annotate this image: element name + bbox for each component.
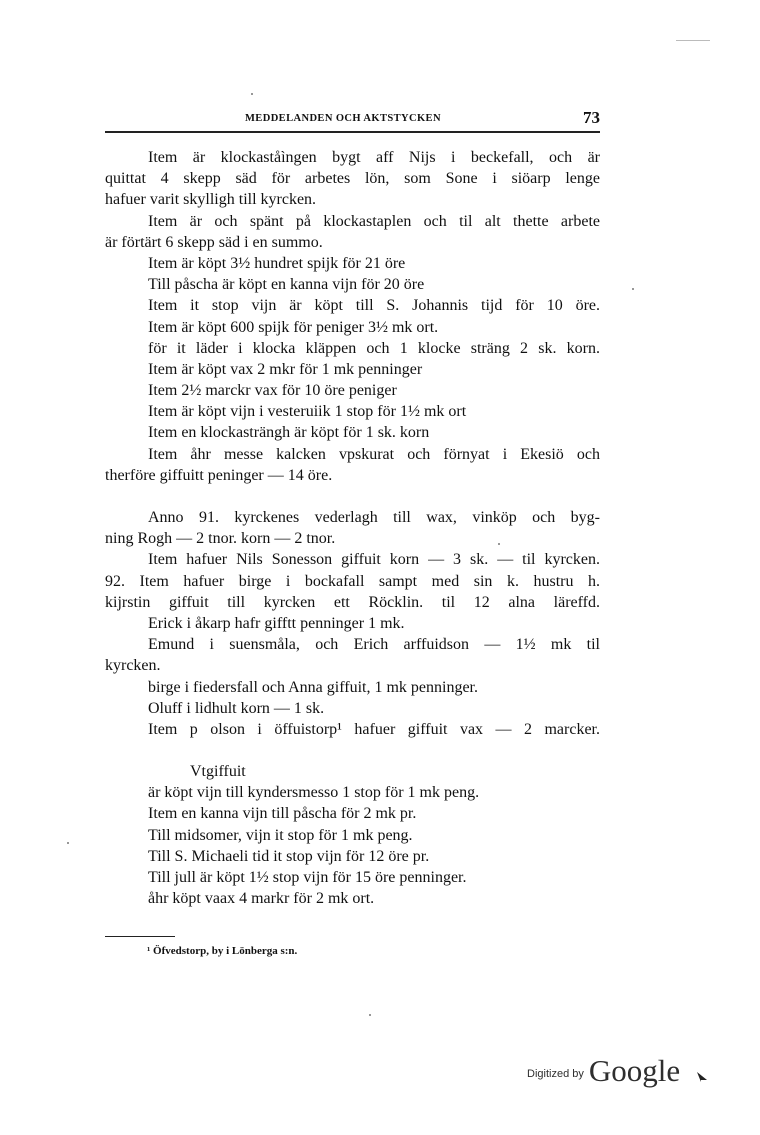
text-line: Till påscha är köpt en kanna vijn för 20 öre [148, 276, 425, 294]
running-header [105, 107, 600, 131]
text-line: Till midsomer, vijn it stop för 1 mk peng. [148, 826, 413, 844]
paragraph-gap [105, 740, 600, 761]
speck [369, 1014, 371, 1016]
text-line: Item it stop vijn är köpt till S. Johannis tijd för 10 öre. [148, 297, 600, 315]
text-line: för it läder i klocka kläppen och 1 klocke sträng 2 sk. korn. [148, 339, 600, 357]
edge-mark [676, 40, 710, 41]
corner-arrow-icon [695, 1070, 709, 1084]
speck [67, 842, 69, 844]
text-line: Erick i åkarp hafr gifftt penninger 1 mk. [148, 614, 405, 632]
text-line: hafuer varit skylligh till kyrcken. [105, 191, 317, 209]
text-line: kijrstin giffuit till kyrcken ett Röcklin. til 12 alna läreffd. [105, 593, 600, 611]
text-line: Item åhr messe kalcken vpskurat och förnyat i Ekesiö och [148, 445, 600, 463]
digitized-by-google-watermark [527, 1053, 680, 1087]
speck [251, 93, 253, 95]
text-line: birge i fiedersfall och Anna giffuit, 1 mk penninger. [148, 678, 478, 696]
text-line: Till S. Michaeli tid it stop vijn för 12 öre pr. [148, 847, 430, 865]
page-number: 73 [583, 108, 600, 127]
text-line: quittat 4 skepp säd för arbetes lön, som Sone i siöarp lenge [105, 170, 600, 188]
speck [498, 543, 500, 545]
text-line: Anno 91. kyrckenes vederlagh till wax, vinköp och byg- [148, 509, 600, 526]
text-line: Till jull är köpt 1½ stop vijn för 15 öre penninger. [148, 869, 467, 886]
watermark-brand: Google [588, 1053, 681, 1088]
speck [632, 288, 634, 290]
text-line: Item hafuer Nils Sonesson giffuit korn — 3 sk. — til kyrcken. [148, 551, 600, 569]
text-line: Item är köpt 600 spijk för peniger 3½ mk ort. [148, 318, 439, 336]
footnote: ¹ Öfvedstorp, by i Lönberga s:n. [147, 945, 298, 957]
text-line: Item en klockasträngh är köpt för 1 sk. korn [148, 424, 430, 442]
header-rule [105, 131, 600, 133]
text-line: Item är köpt 3½ hundret spijk för 21 öre [148, 254, 406, 272]
text-line: är förtärt 6 skepp säd i en summo. [105, 233, 323, 251]
text-line: Emund i suensmåla, och Erich arffuidson — 1½ mk til [148, 636, 600, 654]
footnote-rule [105, 936, 175, 937]
header-title: MEDDELANDEN OCH AKTSTYCKEN [245, 113, 441, 124]
section-heading: Vtgiffuit [190, 763, 246, 781]
text-line: Item en kanna vijn till påscha för 2 mk pr. [148, 805, 417, 823]
text-line: Item är och spänt på klockastaplen och til alt thette arbete [148, 212, 600, 230]
watermark-prefix: Digitized by [527, 1068, 584, 1080]
body-text [105, 147, 600, 909]
text-line: ning Rogh — 2 tnor. korn — 2 tnor. [105, 530, 336, 548]
text-line: Item är köpt vax 2 mkr för 1 mk penninger [148, 360, 423, 378]
text-line: Oluff i lidhult korn — 1 sk. [148, 699, 325, 717]
text-line: Item är klockaståìngen bygt aff Nijs i beckefall, och är [148, 149, 600, 166]
text-line: kyrcken. [105, 657, 161, 675]
text-line: Item p olson i öffuistorp¹ hafuer giffuit vax — 2 marcker. [148, 720, 600, 738]
text-line: Item 2½ marckr vax för 10 öre peniger [148, 382, 397, 400]
text-line: 92. Item hafuer birge i bockafall sampt med sin k. hustru h. [105, 572, 600, 590]
text-line: therföre giffuitt peninger — 14 öre. [105, 466, 333, 484]
paragraph-gap [105, 486, 600, 507]
text-line: Item är köpt vijn i vesteruiik 1 stop för 1½ mk ort [148, 403, 467, 421]
text-line: åhr köpt vaax 4 markr för 2 mk ort. [148, 890, 375, 908]
text-line: är köpt vijn till kyndersmesso 1 stop för 1 mk peng. [148, 784, 480, 802]
